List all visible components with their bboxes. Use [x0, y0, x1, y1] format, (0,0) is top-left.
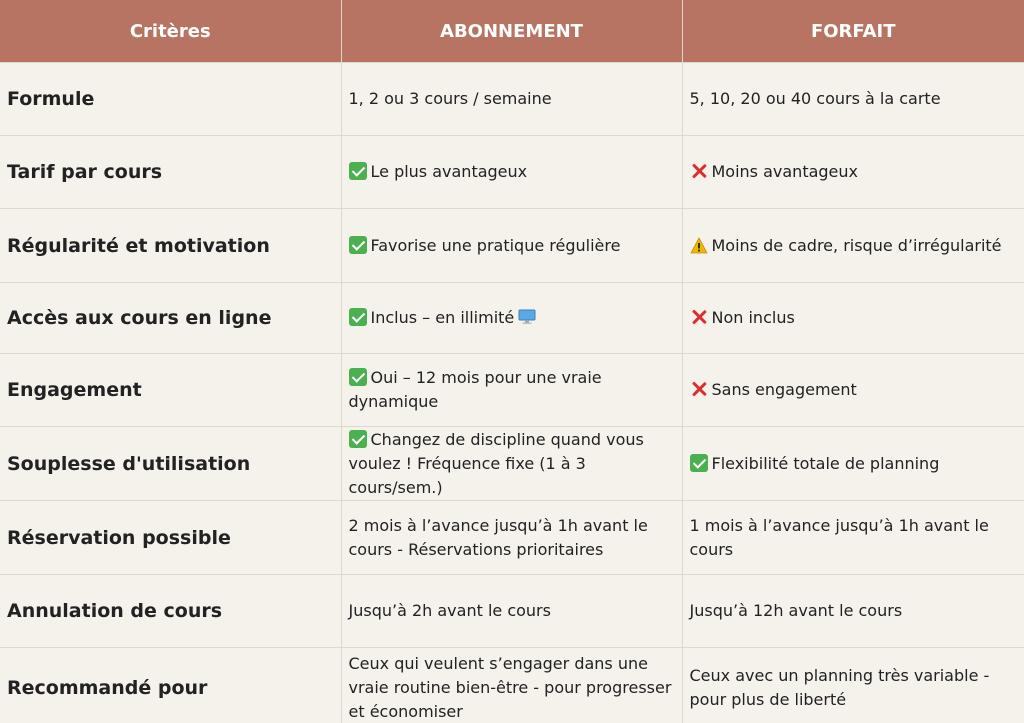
- forfait-cell: [682, 575, 1024, 648]
- table-row: [0, 63, 1024, 136]
- table-header: [0, 0, 1024, 63]
- forfait-cell: [682, 501, 1024, 575]
- cell-text: Inclus – en illimité: [370, 308, 515, 327]
- criterion-cell: Engagement: [0, 354, 341, 427]
- cell-text: Changez de discipline quand vous voulez ! Fréquence fixe (1 à 3 cours/sem.): [348, 429, 644, 497]
- forfait-cell: [682, 354, 1024, 427]
- table-row: [0, 209, 1024, 283]
- table-row: [0, 648, 1024, 723]
- criterion-cell: Réservation possible: [0, 501, 341, 575]
- abonnement-cell: [341, 209, 682, 283]
- abonnement-cell: [341, 63, 682, 136]
- abonnement-cell: [341, 575, 682, 648]
- computer-icon: [518, 309, 536, 325]
- header-row: [0, 0, 1024, 63]
- abonnement-cell: [341, 354, 682, 427]
- cell-text: 2 mois à l’avance jusqu’à 1h avant le cours - Réservations prioritaires: [348, 515, 648, 559]
- cell-text: 1, 2 ou 3 cours / semaine: [348, 89, 552, 108]
- cell-text: Favorise une pratique régulière: [370, 235, 621, 255]
- criterion-cell: Tarif par cours: [0, 136, 341, 209]
- abonnement-cell: [341, 427, 682, 501]
- check-icon: [349, 236, 367, 254]
- forfait-cell: [682, 427, 1024, 501]
- cell-text: Moins avantageux: [711, 162, 859, 181]
- cell-text: Oui – 12 mois pour une vraie dynamique: [348, 368, 602, 411]
- cell-text: Sans engagement: [711, 380, 857, 399]
- cross-icon: [690, 162, 708, 180]
- abonnement-cell: [341, 136, 682, 209]
- criterion-cell: Accès aux cours en ligne: [0, 283, 341, 354]
- cross-icon: [690, 308, 708, 326]
- cell-text: Le plus avantageux: [370, 162, 528, 181]
- forfait-cell: [682, 209, 1024, 283]
- cell-text: Flexibilité totale de planning: [711, 453, 940, 473]
- cell-text: 1 mois à l’avance jusqu’à 1h avant le cours: [689, 515, 989, 559]
- check-icon: [349, 368, 367, 386]
- forfait-cell: [682, 63, 1024, 136]
- forfait-cell: [682, 283, 1024, 354]
- warning-icon: [690, 237, 708, 254]
- check-icon: [349, 308, 367, 326]
- check-icon: [349, 162, 367, 180]
- table-row: [0, 283, 1024, 354]
- criterion-cell: Régularité et motivation: [0, 209, 341, 283]
- check-icon: [690, 454, 708, 472]
- cell-text: Non inclus: [711, 308, 795, 327]
- table-body: [0, 63, 1024, 723]
- table-row: [0, 575, 1024, 648]
- cell-text: Ceux qui veulent s’engager dans une vraie routine bien-être - pour progresser et économiser: [348, 654, 672, 721]
- cell-text: Jusqu’à 12h avant le cours: [689, 601, 903, 620]
- criterion-cell: Recommandé pour: [0, 648, 341, 723]
- criterion-cell: Formule: [0, 63, 341, 136]
- cell-text: 5, 10, 20 ou 40 cours à la carte: [689, 89, 941, 108]
- cross-icon: [690, 380, 708, 398]
- abonnement-cell: [341, 648, 682, 723]
- cell-text: Ceux avec un planning très variable - pour plus de liberté: [689, 666, 990, 709]
- check-icon: [349, 430, 367, 448]
- abonnement-cell: [341, 501, 682, 575]
- abonnement-cell: [341, 283, 682, 354]
- forfait-cell: [682, 136, 1024, 209]
- criterion-cell: Annulation de cours: [0, 575, 341, 648]
- forfait-cell: [682, 648, 1024, 723]
- table-row: [0, 354, 1024, 427]
- table-row: [0, 501, 1024, 575]
- table-row: [0, 427, 1024, 501]
- table-row: [0, 136, 1024, 209]
- header-criteres: Critères: [0, 0, 341, 63]
- criterion-cell: Souplesse d'utilisation: [0, 427, 341, 501]
- cell-text: Moins de cadre, risque d’irrégularité: [711, 235, 1002, 255]
- cell-text: Jusqu’à 2h avant le cours: [348, 601, 551, 620]
- header-forfait: FORFAIT: [682, 0, 1024, 63]
- header-abonnement: ABONNEMENT: [341, 0, 682, 63]
